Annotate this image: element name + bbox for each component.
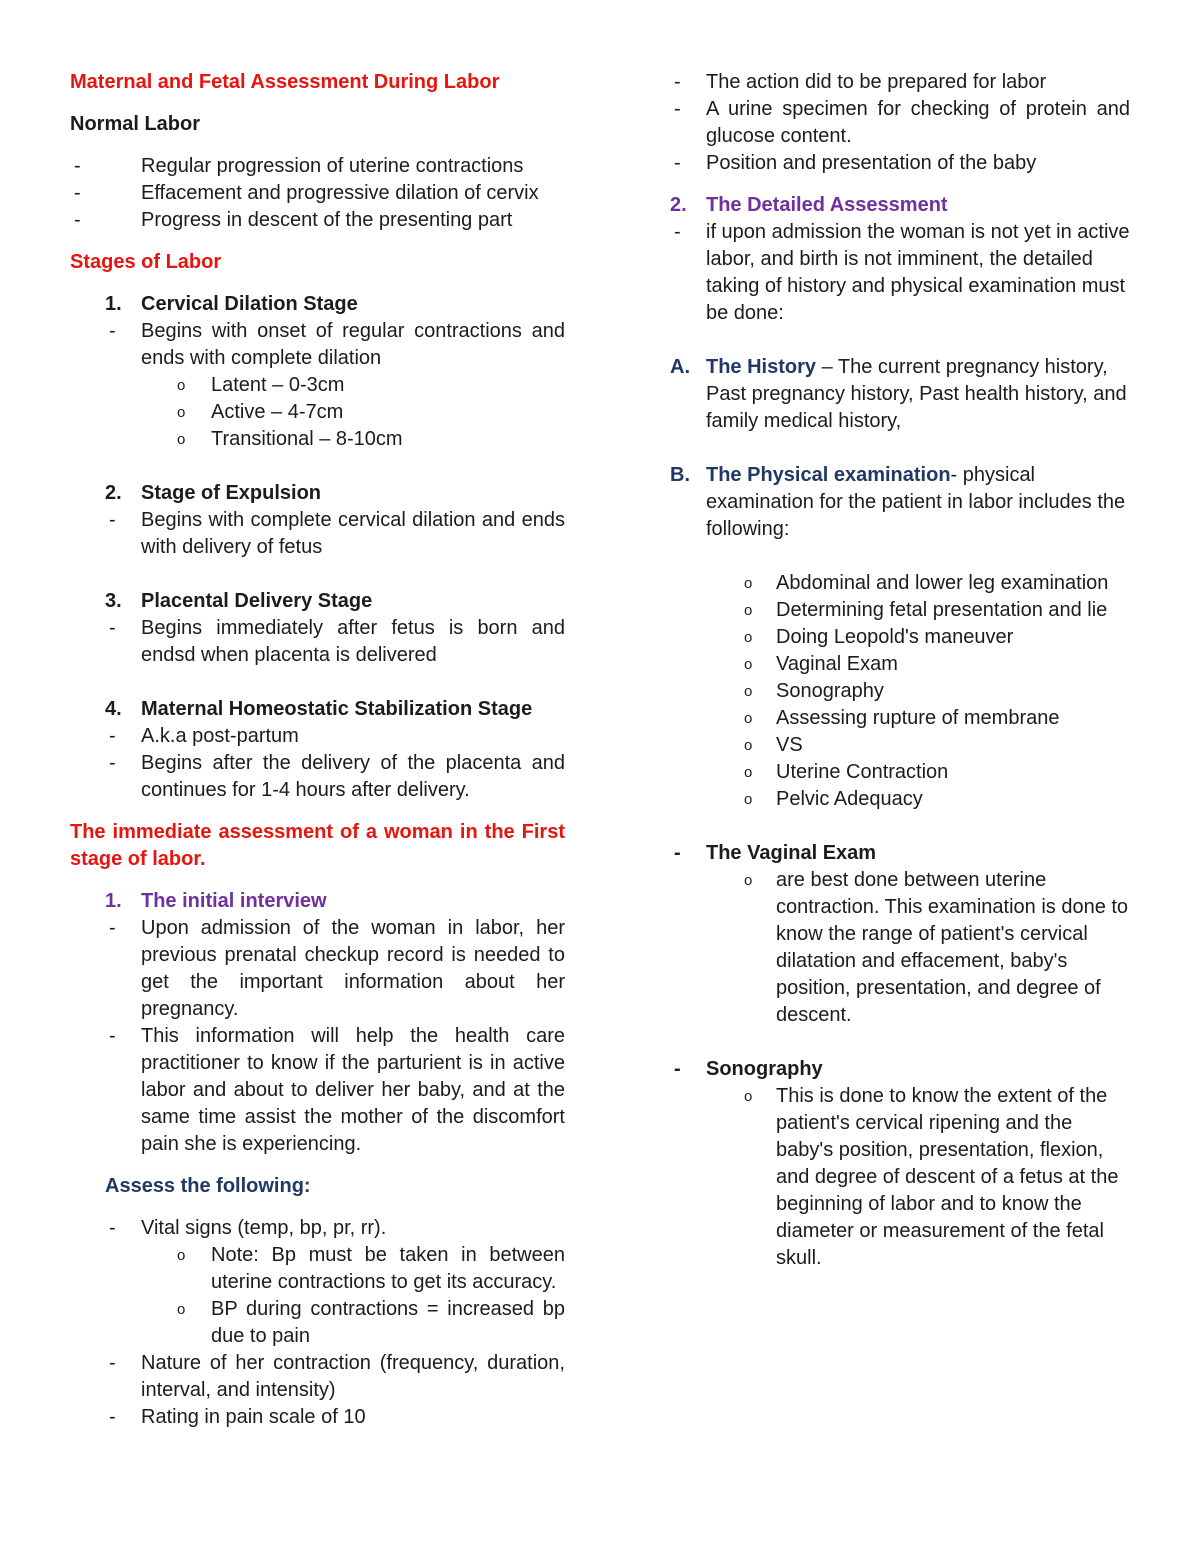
detailed-assessment-title bbox=[670, 192, 1130, 219]
sonography-desc: o This is done to know the extent of the patient's cervical ripening and the baby's position, presentation, flexion, and degree of descent of a fetus at the beginning of labor and to know the diameter or measurement of the fetal skull. bbox=[670, 1083, 1130, 1272]
list-item: o Determining fetal presentation and lie bbox=[670, 597, 1130, 624]
section-title: The History bbox=[706, 356, 817, 378]
immediate-assessment-heading: The immediate assessment of a woman in the First stage of labor. bbox=[70, 821, 565, 870]
list-item: - Nature of her contraction (frequency, duration, interval, and intensity) bbox=[70, 1350, 565, 1404]
list-item: o Vaginal Exam bbox=[670, 651, 1130, 678]
list-item: o Uterine Contraction bbox=[670, 759, 1130, 786]
history-desc: – The current pregnancy history, Past pregnancy history, Past health history, and family medical history, bbox=[706, 356, 1127, 432]
list-item: - Effacement and progressive dilation of cervix bbox=[70, 180, 565, 207]
section-letter: A. bbox=[670, 356, 690, 378]
stage-title: Stage of Expulsion bbox=[141, 482, 322, 504]
stages-heading: Stages of Labor bbox=[70, 251, 222, 273]
list-item: o Doing Leopold's maneuver bbox=[670, 624, 1130, 651]
initial-interview-title bbox=[70, 888, 565, 915]
physical-desc: - physical examination for the patient in labor includes the following: bbox=[706, 464, 1126, 540]
section-title: The Detailed Assessment bbox=[706, 194, 948, 216]
list-item: - This information will help the health care practitioner to know if the parturient is in active labor and about to deliver her baby, and at the same time assist the mother of the discomfort pain she is experiencing. bbox=[70, 1023, 565, 1158]
stage-desc: - Begins with onset of regular contractions and ends with complete dilation bbox=[70, 318, 565, 372]
stage-desc: - Begins immediately after fetus is born and endsd when placenta is delivered bbox=[70, 615, 565, 669]
list-item: - Position and presentation of the baby bbox=[670, 150, 1130, 177]
list-item: - A urine specimen for checking of protein and glucose content. bbox=[670, 96, 1130, 150]
stage-desc: - Begins with complete cervical dilation and ends with delivery of fetus bbox=[70, 507, 565, 561]
section-number: 2. bbox=[670, 194, 687, 216]
list-item: - if upon admission the woman is not yet in active labor, and birth is not imminent, the detailed taking of history and physical examination must be done: bbox=[670, 219, 1130, 327]
stage-number: 3. bbox=[105, 590, 122, 612]
stage-number: 2. bbox=[105, 482, 122, 504]
list-item: o Pelvic Adequacy bbox=[670, 786, 1130, 813]
stage-title: Maternal Homeostatic Stabilization Stage bbox=[141, 698, 533, 720]
stage-4-title bbox=[70, 696, 565, 723]
assess-heading: Assess the following: bbox=[105, 1175, 311, 1197]
page-title: Maternal and Fetal Assessment During Labor bbox=[70, 71, 500, 93]
list-item: o Note: Bp must be taken in between uterine contractions to get its accuracy. bbox=[70, 1242, 565, 1296]
list-item: - Vital signs (temp, bp, pr, rr). bbox=[70, 1215, 565, 1242]
list-item: - The action did to be prepared for labor bbox=[670, 69, 1130, 96]
vaginal-exam-desc: o are best done between uterine contraction. This examination is done to know the range of patient's cervical dilatation and effacement, baby's position, presentation, and degree of descent. bbox=[670, 867, 1130, 1029]
section-title: The Physical examination bbox=[706, 464, 951, 486]
history-block bbox=[670, 354, 1130, 435]
list-item: o BP during contractions = increased bp due to pain bbox=[70, 1296, 565, 1350]
normal-labor-heading: Normal Labor bbox=[70, 113, 201, 135]
list-item: o Latent – 0-3cm bbox=[70, 372, 565, 399]
stage-3-title bbox=[70, 588, 565, 615]
right-column bbox=[670, 69, 1130, 1272]
list-item: o Assessing rupture of membrane bbox=[670, 705, 1130, 732]
stage-number: 1. bbox=[105, 293, 122, 315]
stage-title: Cervical Dilation Stage bbox=[141, 293, 358, 315]
section-title: The initial interview bbox=[141, 890, 327, 912]
list-item: o Sonography bbox=[670, 678, 1130, 705]
list-item: o VS bbox=[670, 732, 1130, 759]
physical-exam-block bbox=[670, 462, 1130, 543]
list-item: - Rating in pain scale of 10 bbox=[70, 1404, 565, 1431]
sonography-title: - Sonography bbox=[670, 1056, 1130, 1083]
list-item: - Progress in descent of the presenting part bbox=[70, 207, 565, 234]
stage-title: Placental Delivery Stage bbox=[141, 590, 373, 612]
list-item: o Active – 4-7cm bbox=[70, 399, 565, 426]
section-number: 1. bbox=[105, 890, 122, 912]
list-item: - Regular progression of uterine contractions bbox=[70, 153, 565, 180]
stage-1-title bbox=[70, 291, 565, 318]
vaginal-exam-title: - The Vaginal Exam bbox=[670, 840, 1130, 867]
stage-desc: - A.k.a post-partum bbox=[70, 723, 565, 750]
left-column bbox=[70, 69, 565, 1431]
list-item: - Upon admission of the woman in labor, her previous prenatal checkup record is needed to get the important information about her pregnancy. bbox=[70, 915, 565, 1023]
stage-number: 4. bbox=[105, 698, 122, 720]
section-letter: B. bbox=[670, 464, 690, 486]
list-item: o Abdominal and lower leg examination bbox=[670, 570, 1130, 597]
list-item: o Transitional – 8-10cm bbox=[70, 426, 565, 453]
stage-2-title bbox=[70, 480, 565, 507]
stage-desc: - Begins after the delivery of the placenta and continues for 1-4 hours after delivery. bbox=[70, 750, 565, 804]
